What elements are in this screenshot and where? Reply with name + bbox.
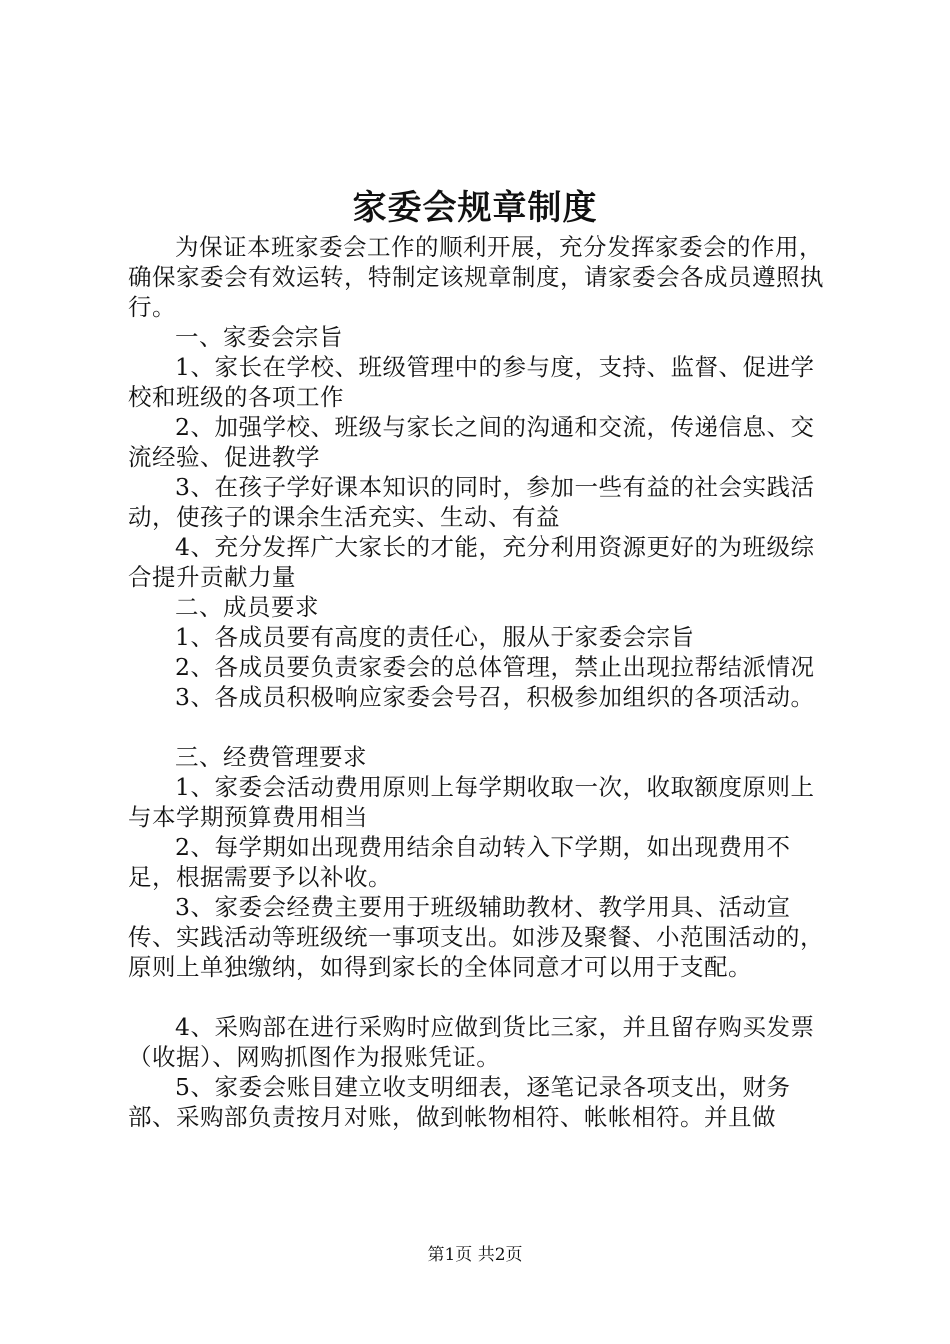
intro-paragraph: 为保证本班家委会工作的顺利开展，充分发挥家委会的作用，确保家委会有效运转，特制定该规章制度，请家委会各成员遵照执行。: [128, 233, 824, 321]
document-title: 家委会规章制度: [352, 188, 598, 228]
purpose-item-1: 1、家长在学校、班级管理中的参与度，支持、监督、促进学校和班级的各项工作: [128, 353, 815, 411]
purpose-item-2: 2、加强学校、班级与家长之间的沟通和交流，传递信息、交流经验、促进教学: [128, 413, 815, 471]
funds-item-5: 5、家委会账目建立收支明细表，逐笔记录各项支出，财务部、采购部负责按月对账，做到帐物相符、帐帐相符。并且做: [128, 1073, 791, 1131]
section-heading-purpose: 一、家委会宗旨: [175, 323, 343, 351]
funds-item-1: 1、家委会活动费用原则上每学期收取一次，收取额度原则上与本学期预算费用相当: [128, 773, 815, 831]
funds-item-2: 2、每学期如出现费用结余自动转入下学期，如出现费用不足，根据需要予以补收。: [128, 833, 791, 891]
funds-item-3: 3、家委会经费主要用于班级辅助教材、教学用具、活动宣传、实践活动等班级统一事项支出。如涉及聚餐、小范围活动的，原则上单独缴纳，如得到家长的全体同意才可以用于支配。: [128, 893, 824, 981]
members-item-2: 2、各成员要负责家委会的总体管理，禁止出现拉帮结派情况: [175, 653, 815, 681]
section-heading-members: 二、成员要求: [175, 593, 319, 621]
document-body: [128, 232, 838, 1132]
purpose-item-4: 4、充分发挥广大家长的才能，充分利用资源更好的为班级综合提升贡献力量: [128, 533, 815, 591]
members-item-3: 3、各成员积极响应家委会号召，积极参加组织的各项活动。: [175, 683, 815, 711]
page-footer: 第1页 共2页: [427, 1245, 523, 1265]
members-item-1: 1、各成员要有高度的责任心，服从于家委会宗旨: [175, 623, 695, 651]
section-heading-funds: 三、经费管理要求: [175, 743, 367, 771]
purpose-item-3: 3、在孩子学好课本知识的同时，参加一些有益的社会实践活动，使孩子的课余生活充实、生动、有益: [128, 473, 815, 531]
funds-item-4: 4、采购部在进行采购时应做到货比三家，并且留存购买发票（收据）、网购抓图作为报账凭证。: [128, 1013, 815, 1071]
